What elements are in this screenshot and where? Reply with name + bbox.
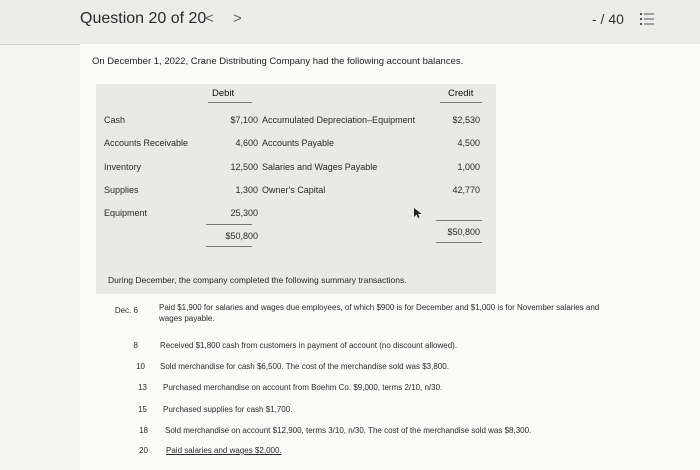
credit-account-name: Owner's Capital [262, 185, 326, 195]
debit-total: $50,800 [225, 231, 258, 241]
credit-header-underline [440, 102, 482, 103]
transaction-date: Dec. 6 [114, 306, 138, 315]
debit-account-amount: 1,300 [235, 185, 258, 195]
transaction-text: Received $1,800 cash from customers in payment of account (no discount allowed). [160, 341, 458, 350]
debit-account-name: Supplies [104, 185, 139, 195]
question-list-icon[interactable] [640, 12, 654, 26]
transaction-text: Paid salaries and wages $2,000. [166, 446, 282, 455]
debit-account-name: Cash [104, 115, 126, 125]
transaction-date: 20 [139, 446, 148, 455]
debit-account-name: Inventory [104, 162, 142, 172]
credit-total: $50,800 [447, 227, 480, 237]
transaction-date: 8 [133, 341, 138, 350]
transactions-intro: During December, the company completed the following summary transactions. [108, 275, 407, 285]
debit-account-amount: 4,600 [235, 138, 258, 148]
credit-header: Credit [448, 88, 474, 99]
transaction-text: Purchased merchandise on account from Boehm Co. $9,000, terms 2/10, n/30. [163, 383, 443, 392]
transaction-date: 10 [136, 362, 145, 371]
mouse-cursor-icon [414, 208, 422, 218]
previous-question-button[interactable]: < [205, 10, 214, 27]
question-content [80, 44, 700, 470]
credit-account-name: Salaries and Wages Payable [262, 162, 378, 172]
score-display: - / 40 [592, 11, 624, 27]
debit-header: Debit [212, 88, 235, 99]
debit-account-amount: $7,100 [230, 115, 258, 125]
question-header [0, 0, 700, 45]
credit-account-name: Accumulated Depreciation–Equipment [262, 115, 416, 125]
debit-total-double-line [206, 246, 252, 247]
credit-account-amount: 42,770 [452, 185, 480, 195]
transaction-date: 18 [139, 426, 148, 435]
problem-intro: On December 1, 2022, Crane Distributing Company had the following account balances. [92, 56, 464, 67]
transaction-date: 15 [138, 405, 147, 414]
credit-total-double-line [436, 242, 482, 243]
debit-account-amount: 12,500 [230, 162, 258, 172]
next-question-button[interactable]: > [233, 10, 242, 27]
credit-account-amount: 4,500 [457, 138, 480, 148]
credit-account-amount: $2,530 [452, 115, 480, 125]
transaction-text: Paid $1,900 for salaries and wages due employees, of which $900 is for December and $1,000 is for November salaries and wages payable. [159, 303, 600, 323]
debit-account-name: Accounts Receivable [104, 138, 189, 148]
debit-subtotal-line [206, 224, 252, 225]
question-counter: Question 20 of 20 [80, 10, 207, 27]
credit-account-name: Accounts Payable [262, 138, 335, 148]
transaction-date: 13 [138, 383, 147, 392]
debit-header-underline [208, 102, 252, 103]
transaction-text: Sold merchandise for cash $6,500. The cost of the merchandise sold was $3,800. [160, 362, 449, 371]
debit-account-amount: 25,300 [230, 208, 258, 218]
credit-subtotal-line [436, 220, 482, 221]
debit-account-name: Equipment [104, 208, 148, 218]
credit-account-amount: 1,000 [457, 162, 480, 172]
account-balances-table [96, 84, 496, 294]
transaction-text: Purchased supplies for cash $1,700. [163, 405, 293, 414]
transaction-text: Sold merchandise on account $12,900, terms 3/10, n/30. The cost of the merchandise sold was $8,300. [165, 426, 532, 435]
